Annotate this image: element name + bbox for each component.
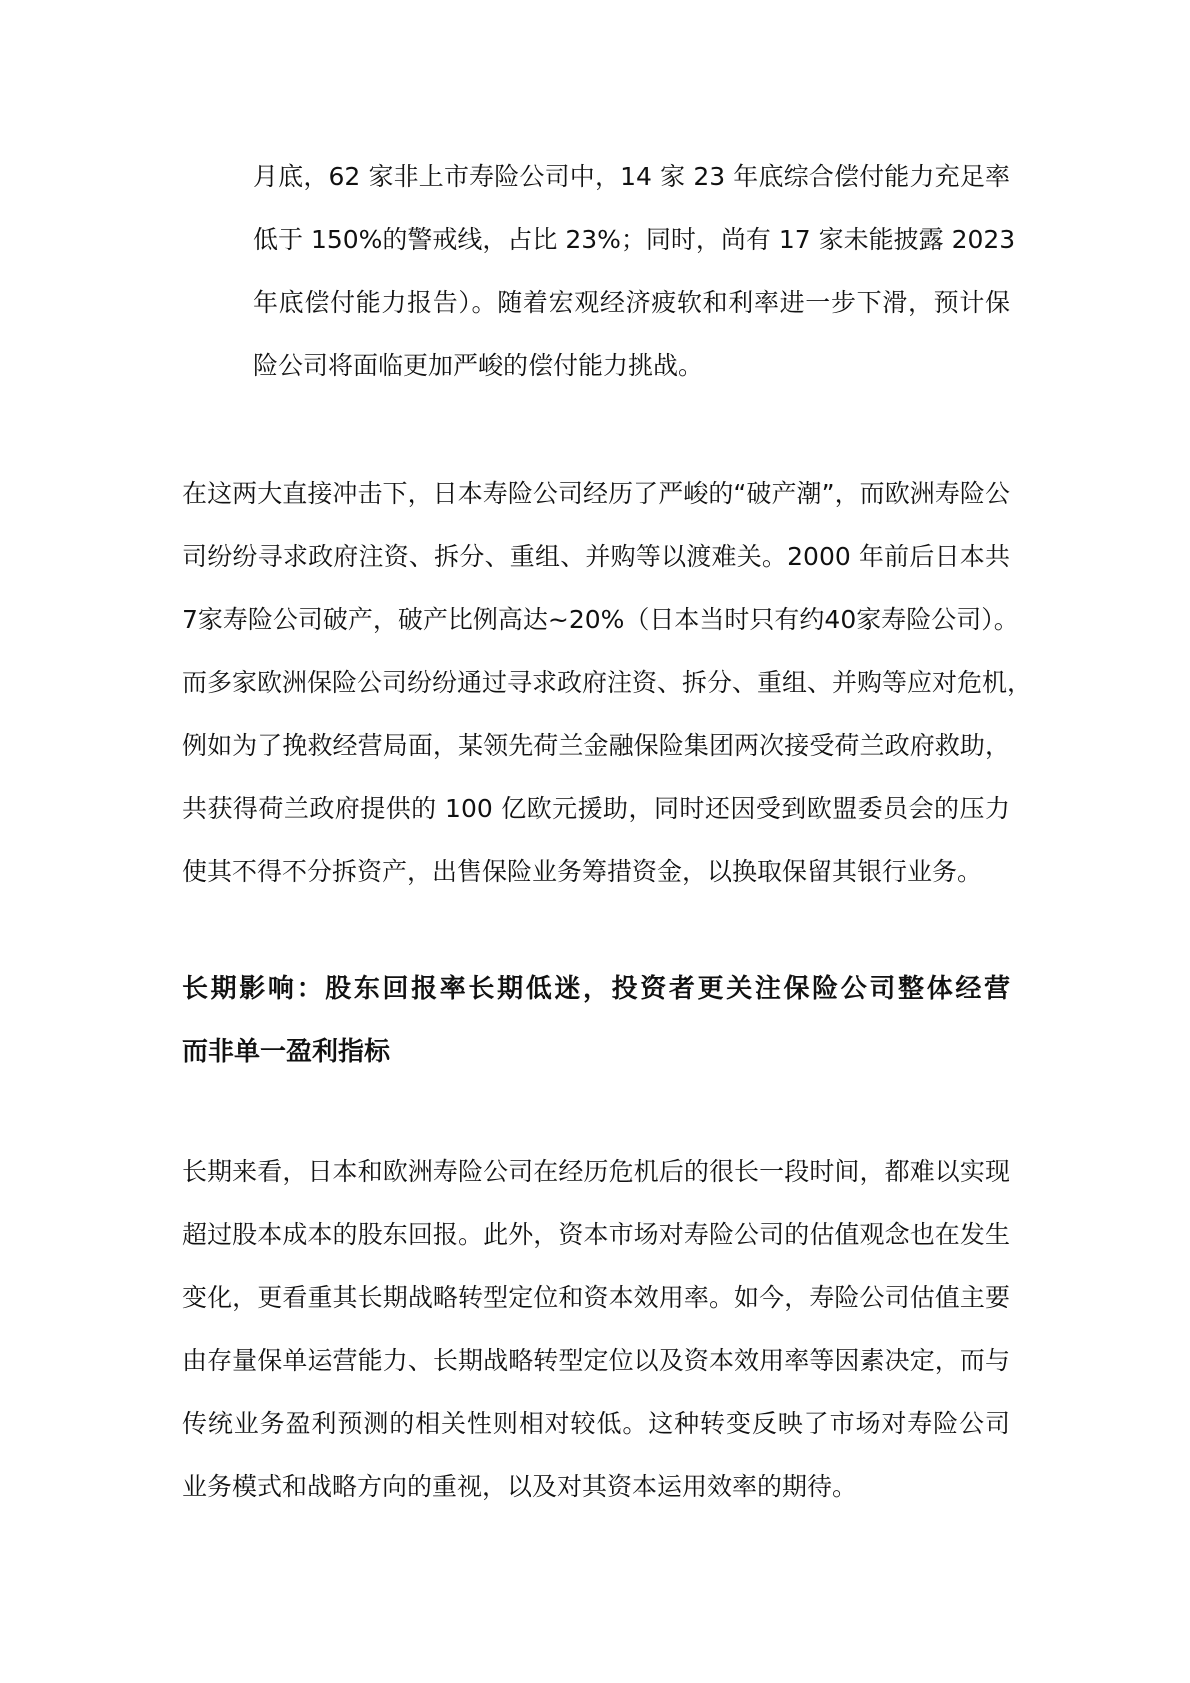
paragraph-line: 低于 150%的警戒线，占比 23%；同时，尚有 17 家未能披露 2023	[253, 225, 1016, 254]
paragraph-line: 月底，62 家非上市寿险公司中，14 家 23 年底综合偿付能力充足率	[253, 162, 1010, 191]
paragraph-line: 使其不得不分拆资产，出售保险业务筹措资金，以换取保留其银行业务。	[182, 857, 983, 886]
paragraph-line: 7家寿险公司破产，破产比例高达~20%（日本当时只有约40家寿险公司）。	[182, 605, 1019, 634]
heading-line: 而非单一盈利指标	[182, 1037, 391, 1067]
paragraph-line: 例如为了挽救经营局面，某领先荷兰金融保险集团两次接受荷兰政府救助，	[182, 731, 1010, 760]
valuation-paragraph	[182, 1140, 1010, 1518]
paragraph-line: 业务模式和战略方向的重视，以及对其资本运用效率的期待。	[182, 1472, 858, 1501]
crisis-paragraph	[182, 462, 1033, 903]
paragraph-line: 变化，更看重其长期战略转型定位和资本效用率。如今，寿险公司估值主要	[182, 1283, 1010, 1312]
paragraph-line: 年底偿付能力报告）。随着宏观经济疲软和利率进一步下滑，预计保	[253, 288, 1010, 317]
heading-line: 长期影响：股东回报率长期低迷，投资者更关注保险公司整体经营	[182, 974, 1010, 1004]
paragraph-line: 长期来看，日本和欧洲寿险公司在经历危机后的很长一段时间，都难以实现	[182, 1157, 1010, 1186]
paragraph-line: 司纷纷寻求政府注资、拆分、重组、并购等以渡难关。2000 年前后日本共	[182, 542, 1010, 571]
paragraph-line: 传统业务盈利预测的相关性则相对较低。这种转变反映了市场对寿险公司	[182, 1409, 1010, 1438]
paragraph-line: 由存量保单运营能力、长期战略转型定位以及资本效用率等因素决定，而与	[182, 1346, 1010, 1375]
paragraph-line: 共获得荷兰政府提供的 100 亿欧元援助，同时还因受到欧盟委员会的压力	[182, 794, 1010, 823]
paragraph-line: 险公司将面临更加严峻的偿付能力挑战。	[253, 351, 704, 380]
section-heading	[182, 958, 1010, 1084]
paragraph-line: 超过股本成本的股东回报。此外，资本市场对寿险公司的估值观念也在发生	[182, 1220, 1010, 1249]
continued-paragraph	[253, 145, 1016, 397]
paragraph-line: 在这两大直接冲击下，日本寿险公司经历了严峻的“破产潮”，而欧洲寿险公	[182, 479, 1010, 508]
paragraph-line: 而多家欧洲保险公司纷纷通过寻求政府注资、拆分、重组、并购等应对危机，	[182, 668, 1033, 697]
